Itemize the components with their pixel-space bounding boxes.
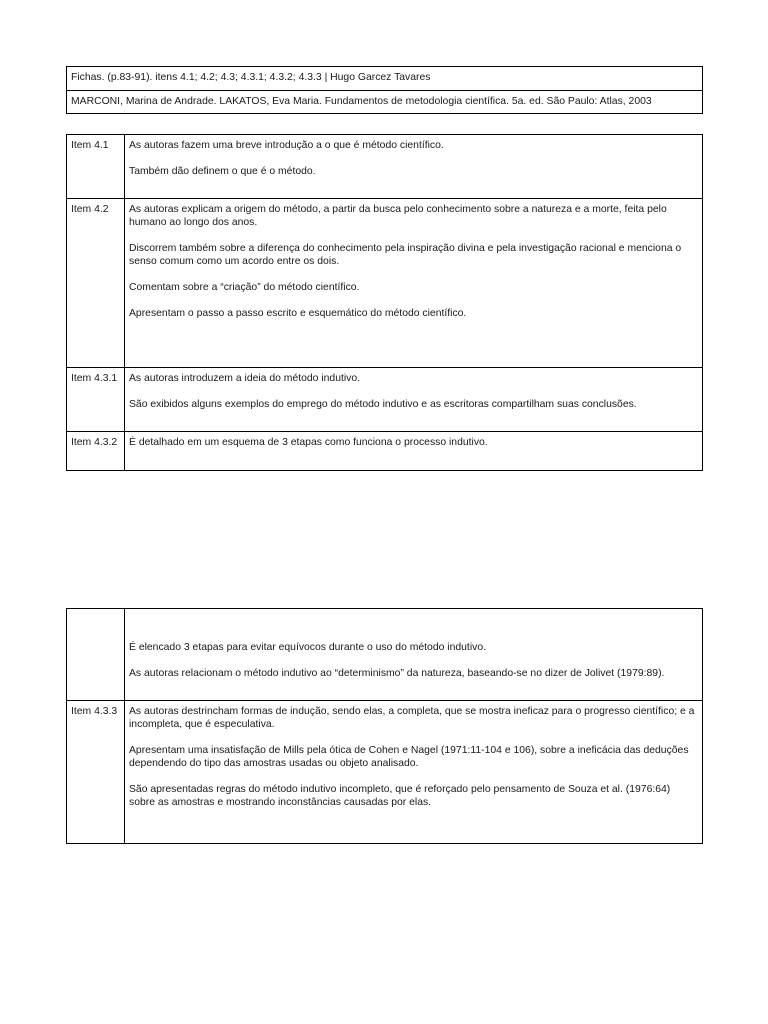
- table-row: [67, 431, 702, 470]
- table-row: [67, 135, 702, 198]
- item-label: Item 4.3.1: [67, 367, 125, 431]
- paragraph: São exibidos alguns exemplos do emprego do método indutivo e as escritoras compartilham suas conclusões.: [129, 398, 637, 410]
- paragraph: As autoras destrincham formas de indução, sendo elas, a completa, que se mostra ineficaz para o progresso científico; e a incompleta, que é especulativa.: [129, 705, 695, 730]
- paragraph: Também dão definem o que é o método.: [129, 166, 316, 177]
- paragraph: É elencado 3 etapas para evitar equívocos durante o uso do método indutivo.: [129, 642, 486, 653]
- header-reference-line: MARCONI, Marina de Andrade. LAKATOS, Eva Maria. Fundamentos de metodologia científica. 5a. ed. São Paulo: Atlas, 2003: [67, 90, 702, 113]
- notes-table-2: [66, 608, 703, 844]
- header-citation-line: Fichas. (p.83-91). itens 4.1; 4.2; 4.3; 4.3.1; 4.3.2; 4.3.3 | Hugo Garcez Tavares: [71, 72, 431, 83]
- paragraph: Apresentam o passo a passo escrito e esquemático do método científico.: [129, 307, 467, 319]
- paragraph: Comentam sobre a “criação” do método científico.: [129, 281, 360, 293]
- table-row: [67, 609, 702, 700]
- item-content: [125, 198, 703, 367]
- paragraph: As autoras explicam a origem do método, a partir da busca pelo conhecimento sobre a natureza e a morte, feita pelo humano ao longo dos anos.: [129, 203, 667, 228]
- table-row: [67, 367, 702, 431]
- item-label: [67, 609, 125, 700]
- item-label: Item 4.2: [67, 198, 125, 367]
- header-box: [66, 66, 703, 114]
- paragraph: São apresentadas regras do método indutivo incompleto, que é reforçado pelo pensamento de Souza et al. (1976:64) sobre as amostras e mostrando inconstâncias causadas por elas.: [129, 783, 671, 808]
- table-row: [67, 198, 702, 367]
- item-content: [125, 609, 703, 700]
- item-content: [125, 135, 703, 198]
- item-content: [125, 431, 703, 470]
- paragraph: As autoras fazem uma breve introdução a o que é método científico.: [129, 140, 444, 151]
- paragraph: É detalhado em um esquema de 3 etapas como funciona o processo indutivo.: [129, 436, 488, 448]
- item-label: Item 4.3.3: [67, 700, 125, 843]
- item-content: [125, 700, 703, 843]
- item-label: Item 4.3.2: [67, 431, 125, 470]
- paragraph: Apresentam uma insatisfação de Mills pela ótica de Cohen e Nagel (1971:11-104 e 106), sobre a ineficácia das deduções dependendo do tipo das amostras usadas ou objeto analisado.: [129, 744, 689, 769]
- paragraph: As autoras introduzem a ideia do método indutivo.: [129, 372, 361, 384]
- paragraph: As autoras relacionam o método indutivo ao “determinismo” da natureza, baseando-se no dizer de Jolivet (1979:89).: [129, 668, 665, 679]
- item-label: Item 4.1: [67, 135, 125, 198]
- paragraph: Discorrem também sobre a diferença do conhecimento pela inspiração divina e pela investigação racional e menciona o senso comum como um acordo entre os dois.: [129, 242, 682, 267]
- table-row: [67, 700, 702, 843]
- notes-table-1: [66, 134, 703, 471]
- item-content: [125, 367, 703, 431]
